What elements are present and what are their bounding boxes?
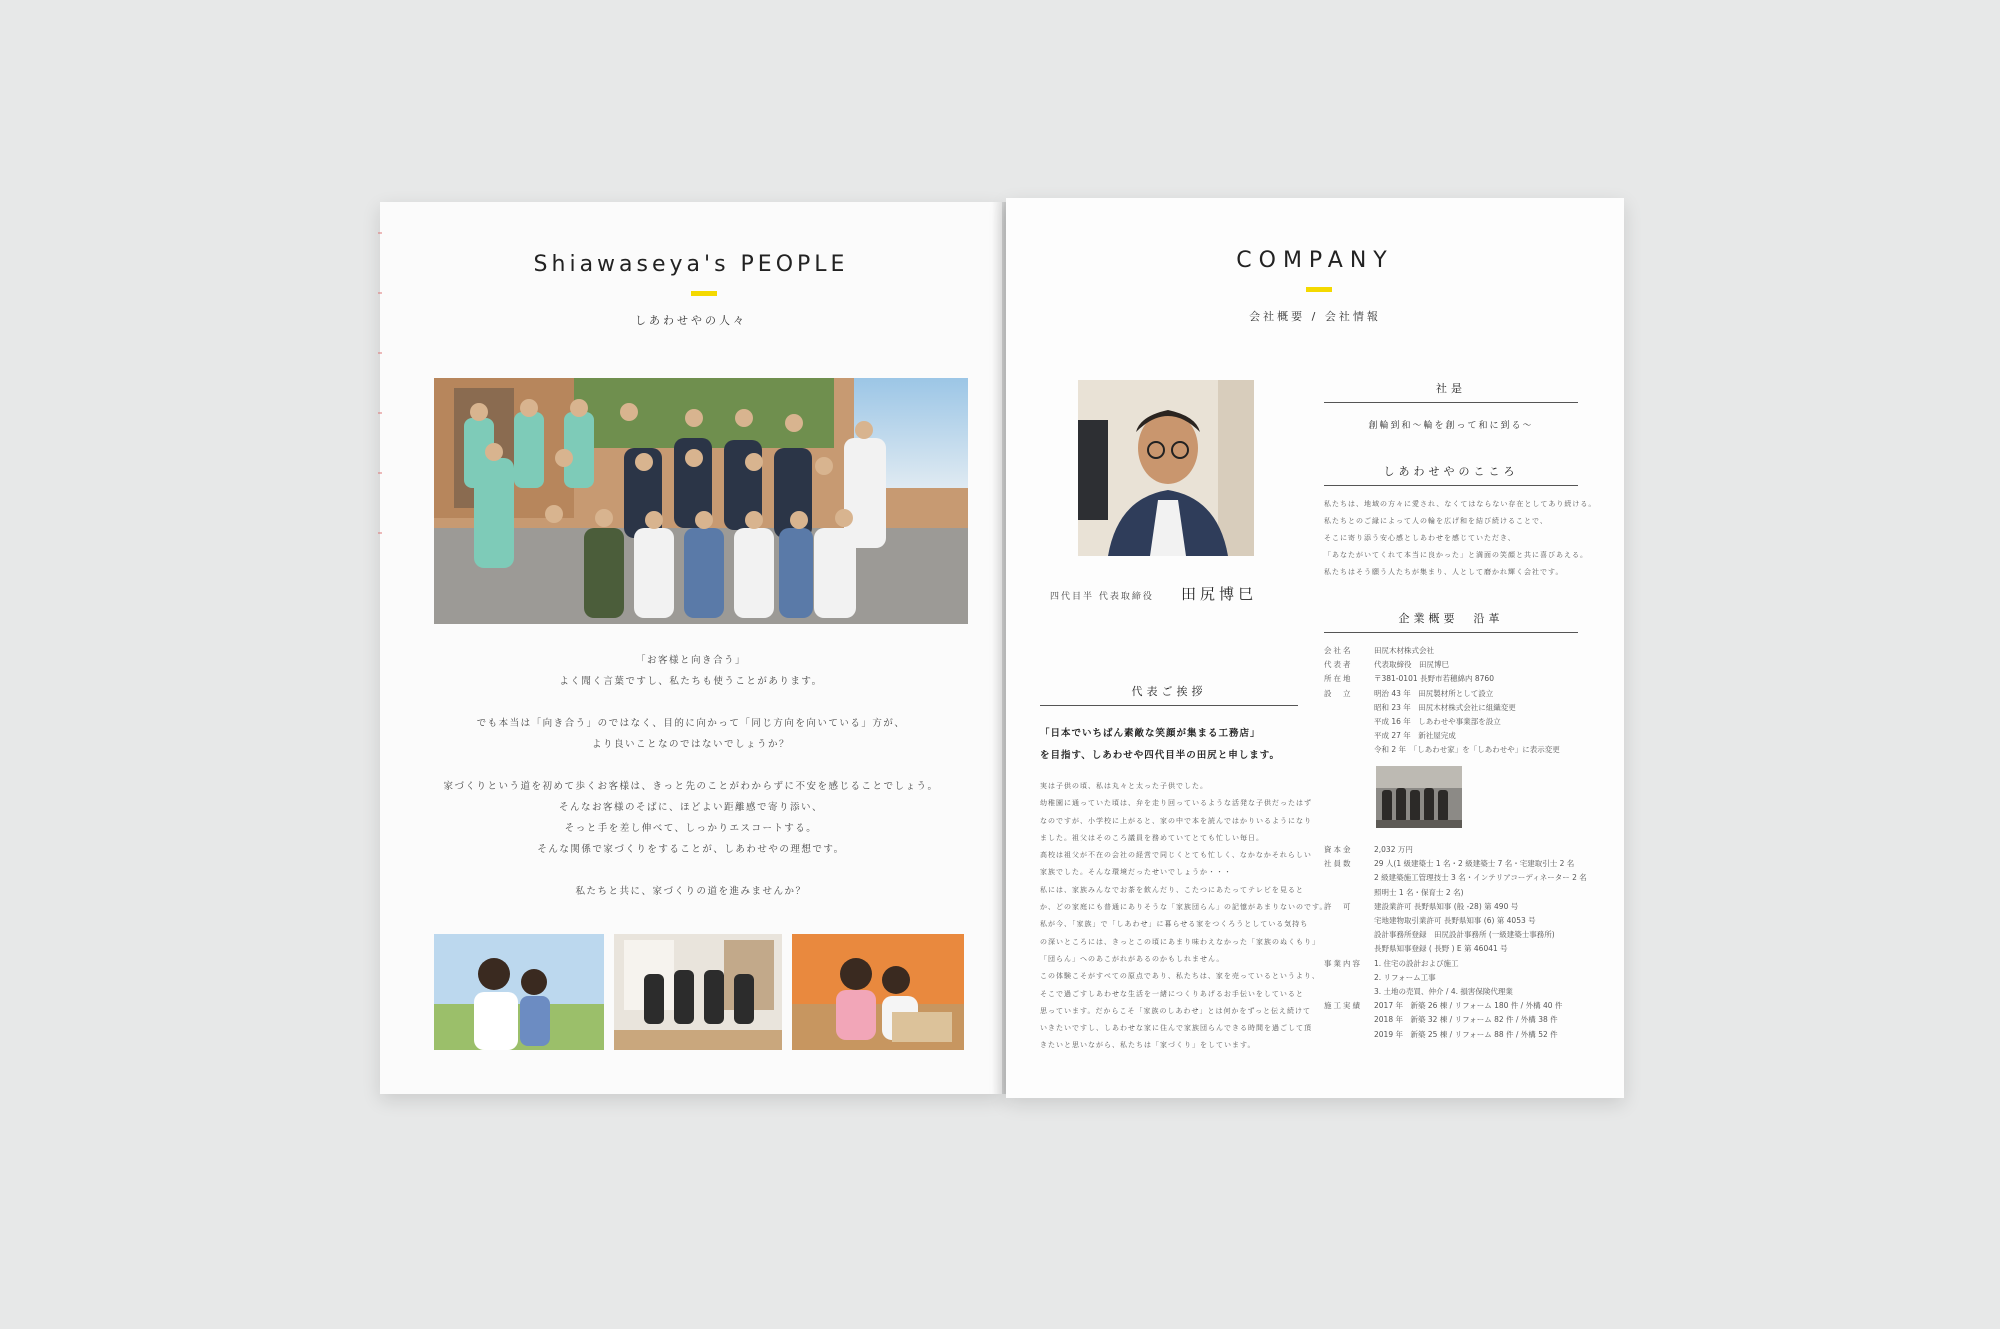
representative-name: 田尻博巳 (1180, 585, 1257, 603)
table-row (1324, 914, 1604, 928)
motto-text: 創輪到和〜輪を創って和に到る〜 (1368, 421, 1534, 431)
row-value: 平成 27 年 新社屋完成 (1374, 731, 1456, 741)
people-title: Shiawaseya's PEOPLE (533, 252, 849, 277)
table-row (1324, 942, 1604, 956)
table-row (1324, 644, 1584, 658)
row-value: 2,032 万円 (1374, 845, 1413, 854)
staff-group-photo (434, 378, 968, 624)
row-value: 2018 年 新築 32 棟 / リフォーム 82 件 / 外構 38 件 (1374, 1015, 1558, 1025)
row-value: 〒381-0101 長野市若穂綿内 8760 (1374, 674, 1494, 684)
greeting-line: きたいと思いながら、私たちは「家づくり」をしています。 (1040, 1041, 1256, 1050)
greeting-line: 家族でした。そんな環境だったせいでしょうか・・・ (1040, 868, 1232, 877)
greeting-line: いきたいですし、しあわせな家に住んで家族団らんできる時間を過ごして頂 (1040, 1024, 1312, 1033)
table-row (1324, 672, 1584, 686)
right-page (1006, 198, 1624, 1098)
row-label (1324, 886, 1374, 900)
row-label (1324, 701, 1374, 715)
row-value: 2017 年 新築 26 棟 / リフォーム 180 件 / 外構 40 件 (1374, 1001, 1563, 1011)
title-accent-bar (1306, 287, 1332, 292)
people-subtitle: しあわせやの人々 (635, 314, 747, 327)
title-accent-bar (691, 291, 717, 296)
left-page (380, 202, 1002, 1094)
heart-line: そこに寄り添う安心感としあわせを感じていただき、 (1324, 534, 1516, 542)
row-label: 代表者 (1324, 660, 1353, 670)
greeting-line: 私には、家族みんなでお茶を飲んだり、こたつにあたってテレビを見ると (1040, 885, 1304, 894)
row-value: 設計事務所登録 田尻設計事務所 (一級建築士事務所) (1374, 930, 1555, 940)
table-row (1324, 1028, 1604, 1042)
row-value: 田尻木材株式会社 (1374, 646, 1434, 655)
heart-text (1324, 496, 1597, 581)
row-label (1324, 1028, 1374, 1042)
greeting-line: 幼稚園に通っていた頃は、弁を走り回っているような活発な子供だったはず (1040, 799, 1312, 808)
historical-photo (1376, 766, 1462, 828)
row-value: 令和 2 年 「しあわせ家」を「しあわせや」に表示変更 (1374, 745, 1560, 755)
row-value: 29 人(1 級建築士 1 名・2 級建築士 7 名・宅建取引士 2 名 (1374, 859, 1575, 869)
table-row (1324, 658, 1584, 672)
overview-table (1324, 644, 1584, 758)
table-row (1324, 957, 1604, 971)
message-line: そんな関係で家づくりをすることが、しあわせやの理想です。 (537, 844, 845, 855)
message-line: でも本当は「向き合う」のではなく、目的に向かって「同じ方向を向いている」方が、 (476, 718, 906, 729)
row-value: 2 級建築施工管理技士 3 名・インテリアコーディネーター 2 名 (1374, 873, 1587, 883)
table-row (1324, 928, 1604, 942)
people-message (380, 650, 1002, 902)
row-label: 事業内容 (1324, 958, 1362, 968)
row-label (1324, 985, 1374, 999)
row-value: 2019 年 新築 25 棟 / リフォーム 88 件 / 外構 52 件 (1374, 1029, 1558, 1039)
table-row (1324, 701, 1584, 715)
message-line: より良いことなのではないでしょうか？ (591, 739, 790, 750)
row-value: 3. 土地の売買、仲介 / 4. 損害保険代理業 (1374, 987, 1513, 997)
family-photo (434, 934, 604, 1050)
row-label (1324, 871, 1374, 885)
greeting-lead-line: を目指す、しあわせや四代目半の田尻と申します。 (1040, 750, 1280, 761)
row-label (1324, 715, 1374, 729)
heart-heading: しあわせやのこころ (1324, 463, 1578, 486)
heart-line: 「あなたがいてくれて本当に良かった」と満面の笑顔と共に喜びあえる。 (1324, 551, 1588, 559)
message-line: そんなお客様のそばに、ほどよい距離感で寄り添い、 (558, 802, 823, 813)
row-value: 長野県知事登録 ( 長野 ) E 第 46041 号 (1374, 944, 1508, 954)
message-line: 家づくりという道を初めて歩くお客様は、きっと先のことがわからずに不安を感じることでしょう。 (443, 781, 939, 792)
greeting-body (1040, 778, 1328, 1055)
representative-portrait (1078, 380, 1254, 556)
row-label: 施工実績 (1324, 1001, 1362, 1011)
company-details-table (1324, 843, 1604, 1042)
row-label (1324, 914, 1374, 928)
row-value: 明治 43 年 田尻製材所として設立 (1374, 688, 1494, 698)
overview-heading: 企業概要 沿革 (1324, 610, 1578, 633)
row-label (1324, 971, 1374, 985)
table-row (1324, 1013, 1604, 1027)
greeting-heading: 代表ご挨拶 (1040, 683, 1298, 706)
greeting-lead (1040, 723, 1320, 767)
greeting-line: 私が今、「家族」で「しあわせ」に暮らせる家をつくろうとしている気持ち (1040, 920, 1309, 929)
row-label (1324, 1013, 1374, 1027)
magazine-spread (380, 198, 1624, 1100)
row-label: 資本金 (1324, 845, 1353, 854)
greeting-line: なのですが、小学校に上がると、家の中で本を読んではかりいるようになり (1040, 816, 1312, 825)
greeting-line: 高校は祖父が不在の会社の経営で同じくとても忙しく、なかなかそれらしい (1040, 851, 1312, 860)
row-value: 照明士 1 名・保育士 2 名) (1374, 887, 1464, 897)
company-subtitle: 会社概要 / 会社情報 (1249, 310, 1381, 323)
row-label: 許 可 (1324, 901, 1353, 911)
message-line: よく聞く言葉ですし、私たちも使うことがあります。 (559, 676, 823, 687)
table-row (1324, 715, 1584, 729)
table-row (1324, 999, 1604, 1013)
row-value: 宅地建物取引業許可 長野県知事 (6) 第 4053 号 (1374, 916, 1536, 926)
row-value: 昭和 23 年 田尻木材株式会社に組織変更 (1374, 702, 1516, 712)
greeting-line: 「団らん」へのあこがれがあるのかもしれません。 (1040, 954, 1225, 963)
representative-title: 四代目半 代表取締役 (1050, 592, 1154, 602)
page-edge-marks (378, 232, 382, 592)
row-value: 1. 住宅の設計および施工 (1374, 958, 1459, 968)
heart-line: 私たちはそう願う人たちが集まり、人として磨かれ輝く会社です。 (1324, 568, 1564, 576)
table-row (1324, 743, 1584, 757)
row-value: 2. リフォーム工事 (1374, 972, 1436, 982)
row-label (1324, 729, 1374, 743)
representative-caption (1050, 583, 1290, 604)
row-value: 建設業許可 長野県知事 (般 -28) 第 490 号 (1374, 901, 1519, 911)
greeting-line: そこで過ごすしあわせな生活を一緒につくりあげるお手伝いをしていると (1040, 989, 1304, 998)
row-label: 会社名 (1324, 646, 1353, 655)
row-label: 設 立 (1324, 688, 1353, 698)
motto-heading: 社是 (1324, 380, 1578, 403)
greeting-line: か、どの家庭にも普通にありそうな「家族団らん」の記憶があまりないのです。 (1040, 903, 1328, 912)
table-row (1324, 843, 1604, 857)
table-row (1324, 985, 1604, 999)
row-label (1324, 928, 1374, 942)
table-row (1324, 871, 1604, 885)
row-label (1324, 743, 1374, 757)
table-row (1324, 886, 1604, 900)
greeting-line: この体験こそがすべての原点であり、私たちは、家を売っているというより、 (1040, 972, 1320, 981)
table-row (1324, 857, 1604, 871)
greeting-line: 実は子供の頃、私は丸々と太った子供でした。 (1040, 782, 1208, 790)
ceremony-photo (614, 934, 782, 1050)
greeting-line: の深いところには、きっとこの頃にあまり味わえなかった「家族のぬくもり」 (1040, 937, 1320, 946)
heart-line: 私たちとのご縁によって人の輪を広げ和を結び続けることで、 (1324, 517, 1548, 525)
row-value: 代表取締役 田尻博巳 (1374, 660, 1449, 670)
company-title: COMPANY (1236, 248, 1394, 273)
kids-photo (792, 934, 964, 1050)
row-label: 社員数 (1324, 859, 1353, 869)
greeting-line: 思っています。だからこそ「家族のしあわせ」とは何かをずっと伝え続けて (1040, 1006, 1312, 1015)
greeting-line: ました。祖父はそのころ議員を務めていてとても忙しい毎日。 (1040, 833, 1264, 842)
table-row (1324, 900, 1604, 914)
row-label: 所在地 (1324, 674, 1353, 684)
row-value: 平成 16 年 しあわせや事業部を設立 (1374, 717, 1501, 727)
message-line: 「お客様と向き合う」 (635, 655, 746, 666)
greeting-lead-line: 「日本でいちばん素敵な笑顔が集まる工務店」 (1040, 728, 1261, 739)
table-row (1324, 687, 1584, 701)
table-row (1324, 971, 1604, 985)
message-line: そっと手を差し伸べて、しっかりエスコートする。 (564, 823, 818, 834)
message-line: 私たちと共に、家づくりの道を進みませんか？ (575, 886, 807, 897)
table-row (1324, 729, 1584, 743)
row-label (1324, 942, 1374, 956)
heart-line: 私たちは、地域の方々に愛され、なくてはならない存在としてあり続ける。 (1324, 500, 1597, 508)
